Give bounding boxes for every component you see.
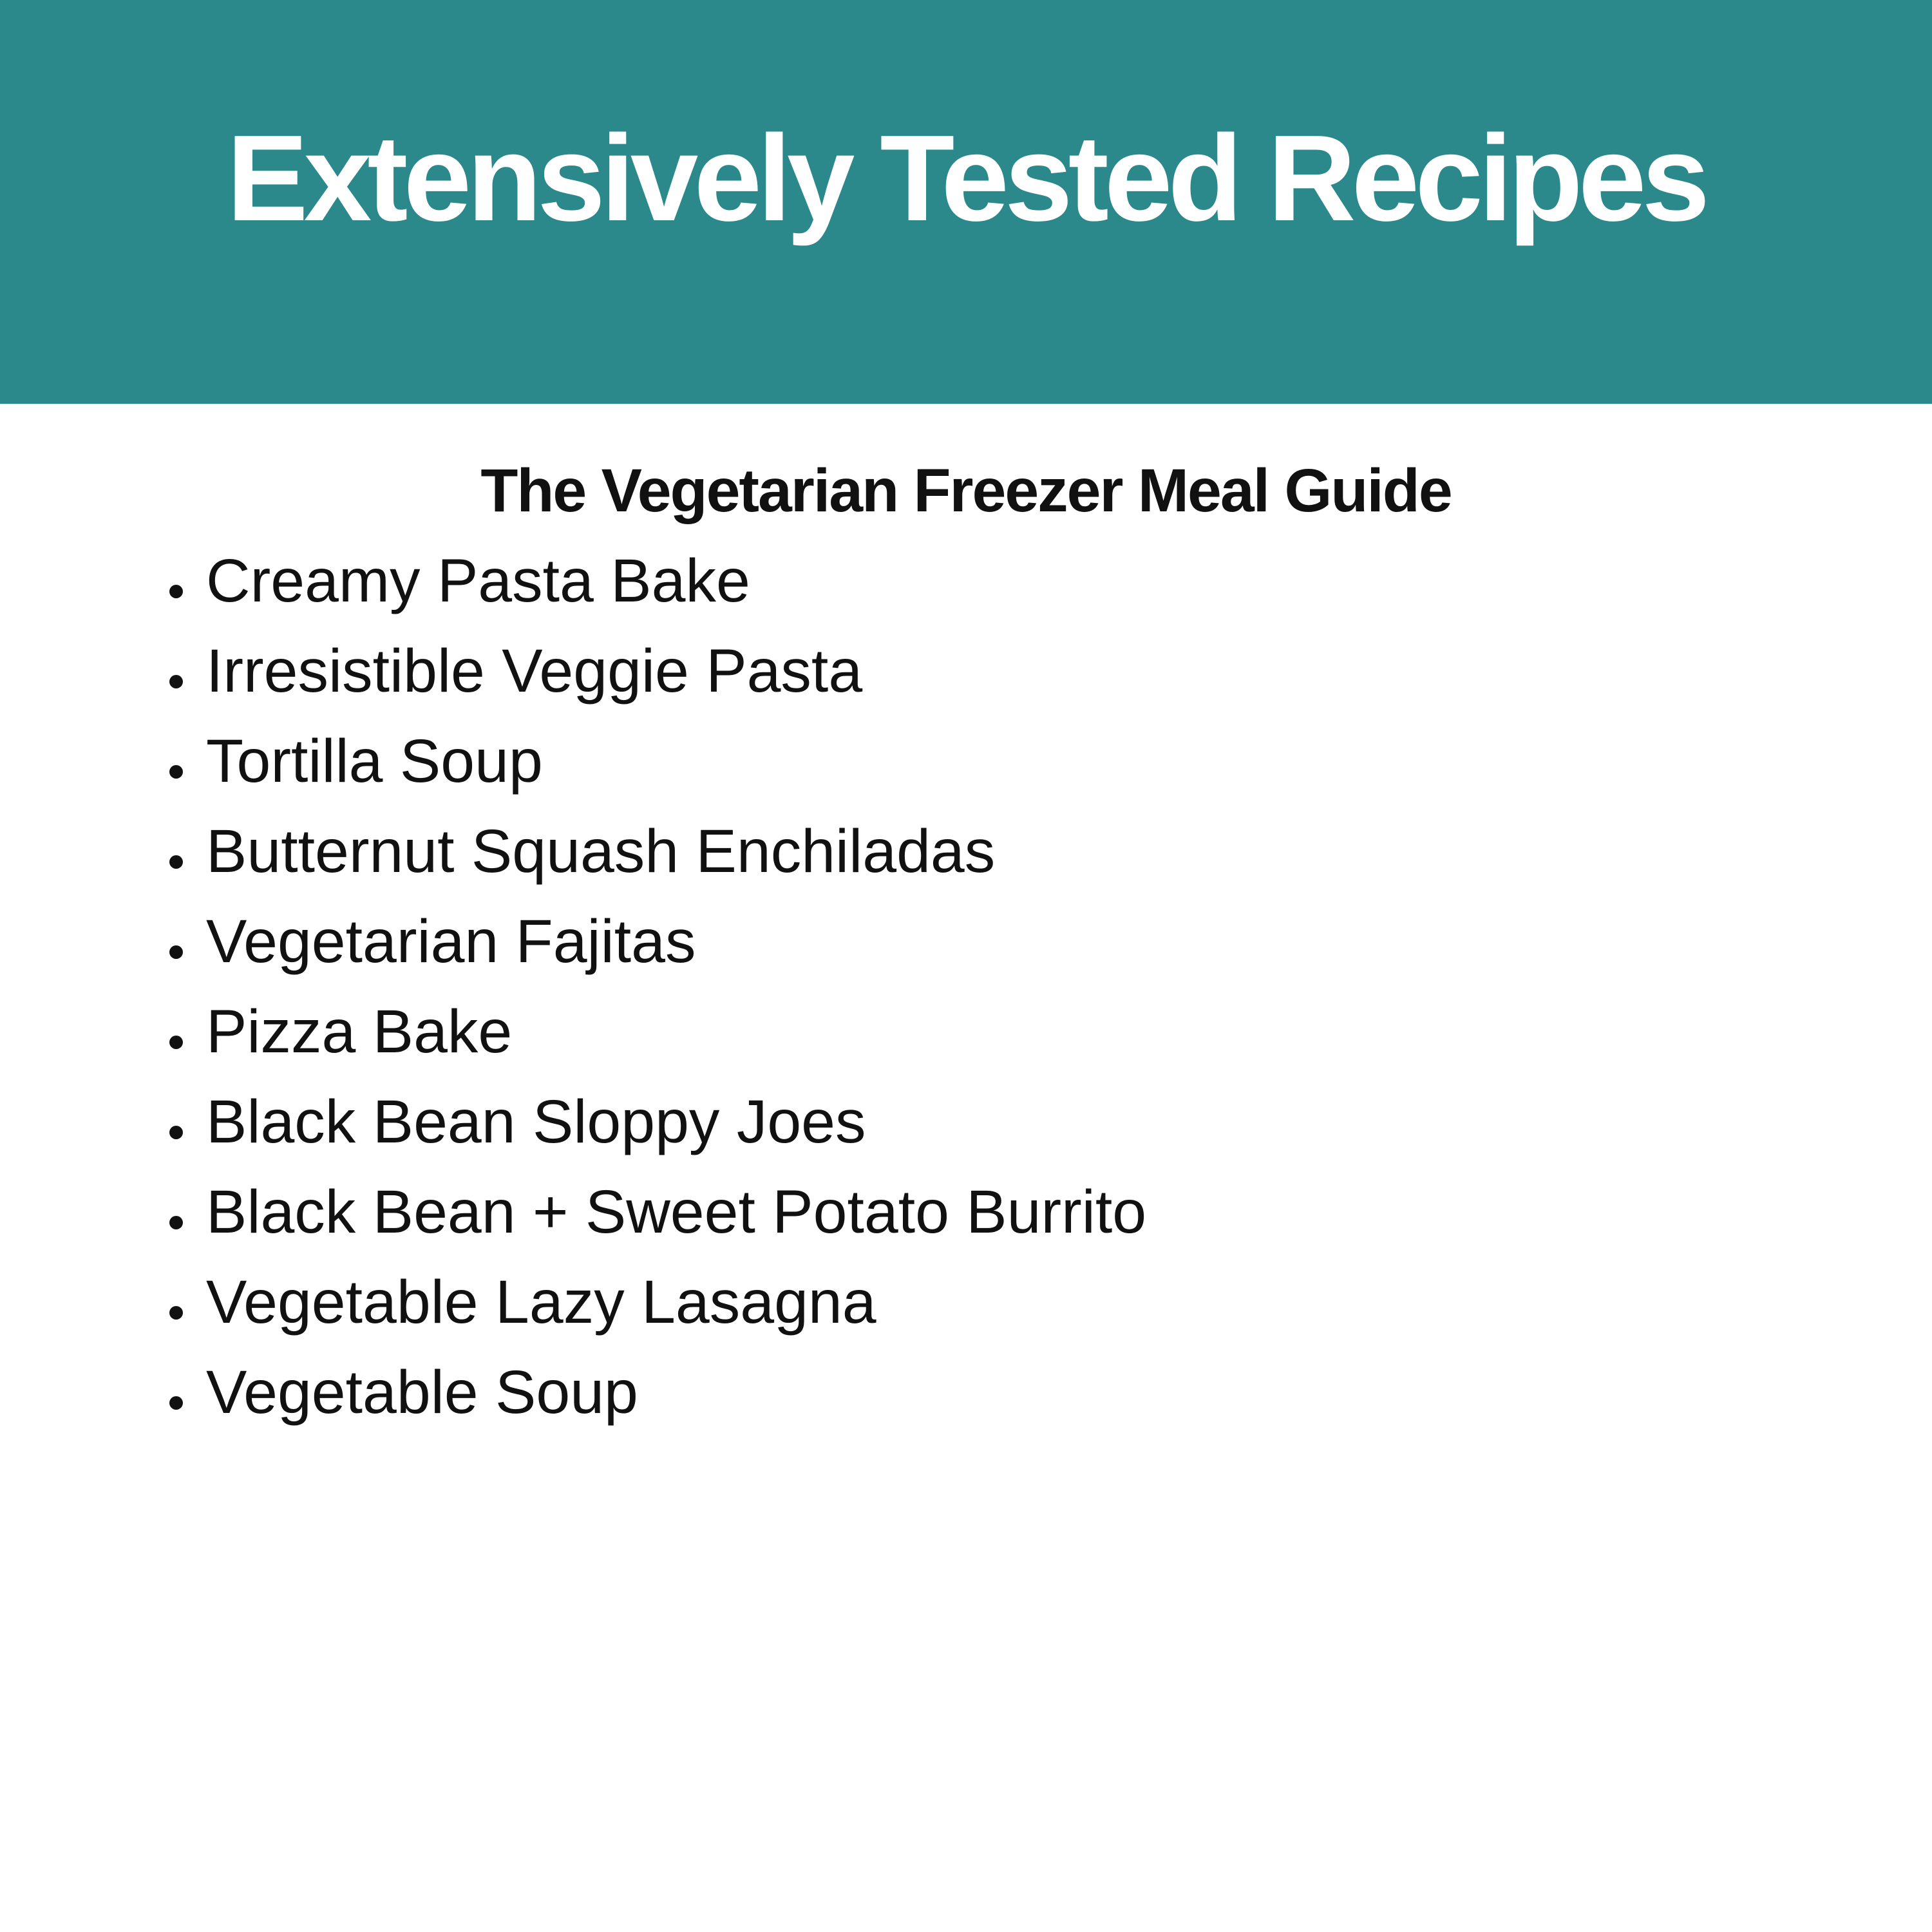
recipe-label: Butternut Squash Enchiladas [206, 817, 996, 886]
list-item [0, 626, 1932, 716]
list-item [0, 716, 1932, 806]
recipe-label: Vegetable Soup [206, 1358, 638, 1426]
list-item [0, 896, 1932, 987]
recipe-label: Vegetarian Fajitas [206, 907, 696, 976]
list-item [0, 806, 1932, 896]
recipe-label: Tortilla Soup [206, 727, 543, 795]
bullet-icon [169, 945, 183, 959]
bullet-icon [169, 675, 183, 688]
bullet-icon [169, 1396, 183, 1410]
bullet-icon [169, 855, 183, 869]
recipe-label: Irresistible Veggie Pasta [206, 637, 863, 705]
bullet-icon [169, 1126, 183, 1139]
list-item [0, 1257, 1932, 1347]
recipe-label: Creamy Pasta Bake [206, 547, 750, 615]
recipe-label: Vegetable Lazy Lasagna [206, 1268, 876, 1336]
list-item [0, 987, 1932, 1077]
bullet-icon [169, 1306, 183, 1320]
bullet-icon [169, 765, 183, 779]
bullet-icon [169, 1036, 183, 1049]
list-item [0, 1077, 1932, 1167]
header-band [0, 0, 1932, 404]
recipe-label: Pizza Bake [206, 998, 513, 1066]
bullet-icon [169, 585, 183, 598]
section-heading: The Vegetarian Freezer Meal Guide [480, 457, 1452, 525]
recipe-label: Black Bean + Sweet Potato Burrito [206, 1178, 1147, 1246]
recipe-label: Black Bean Sloppy Joes [206, 1088, 866, 1156]
list-item [0, 1167, 1932, 1257]
bullet-icon [169, 1216, 183, 1229]
list-item [0, 1347, 1932, 1437]
list-item [0, 536, 1932, 626]
content-area [0, 404, 1932, 1437]
page-title: Extensively Tested Recipes [226, 110, 1706, 247]
recipe-list [0, 536, 1932, 1437]
